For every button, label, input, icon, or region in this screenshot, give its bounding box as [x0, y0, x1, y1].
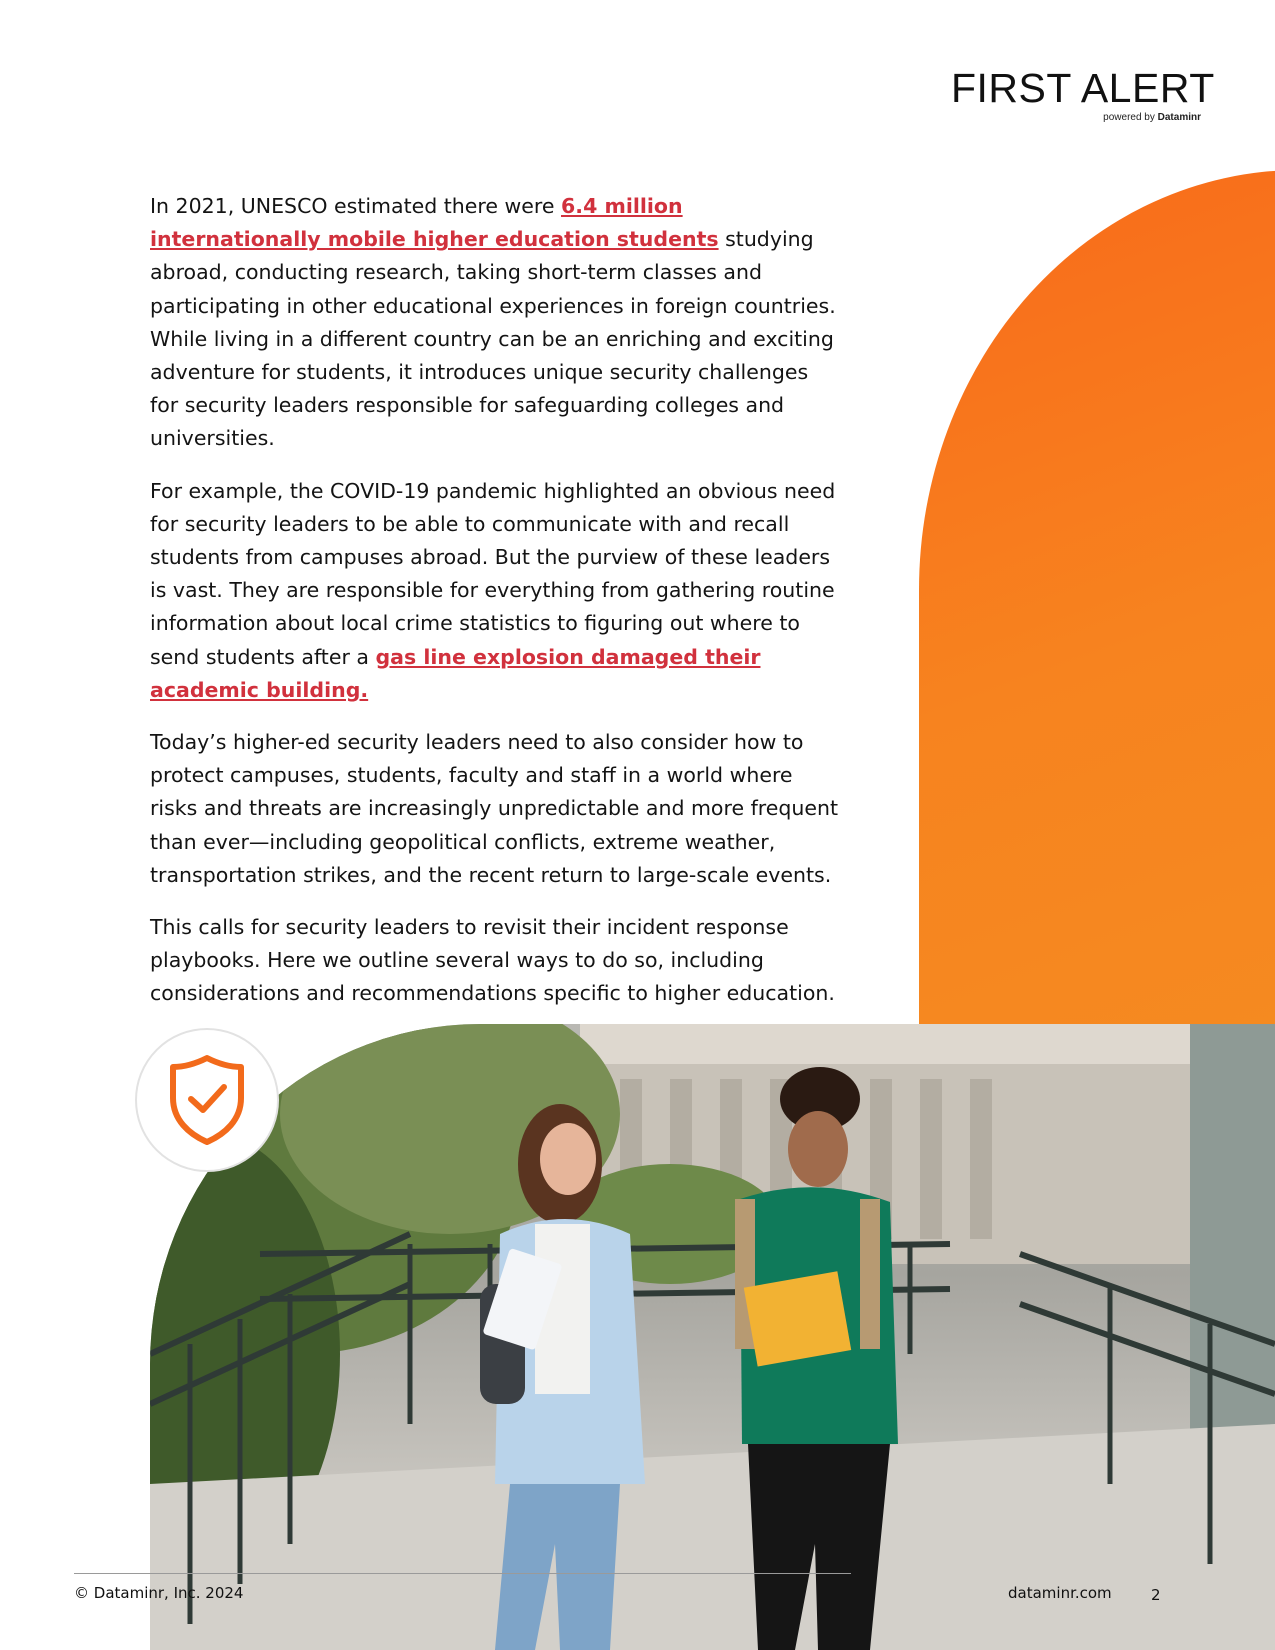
footer-divider: [74, 1573, 851, 1574]
footer-copyright: © Dataminr, Inc. 2024: [74, 1584, 244, 1602]
logo-powered-by: powered by: [1103, 112, 1155, 123]
shield-badge: [135, 1028, 279, 1172]
paragraph-2-lead: For example, the COVID-19 pandemic highlighted an obvious need for security leaders to be able to communicate with and recall students from campuses abroad. But the purview of these leaders is vast. They are responsible for everything from gathering routine information about local crime statistics to figuring out where to send students after a: [150, 478, 836, 669]
paragraph-3: Today’s higher-ed security leaders need to also consider how to protect campuses, students, faculty and staff in a world where risks and threats are increasingly unpredictable and more frequent than ever—including geopolitical conflicts, extreme weather, transportation strikes, and the recent return to large-scale events.: [150, 730, 839, 887]
gas-explosion-link[interactable]: gas line explosion damaged their academic building.: [150, 644, 761, 702]
paragraph-1-rest: studying abroad, conducting research, taking short-term classes and participating in other educational experiences in foreign countries. While living in a different country can be an enriching and exciting adventure for students, it introduces unique security challenges for security leaders responsible for safeguarding colleges and universities.: [150, 227, 836, 451]
logo-subtitle: [951, 112, 1201, 123]
paragraph-2: [150, 475, 840, 707]
logo-title: FIRST ALERT: [951, 65, 1215, 111]
students-walking-photo: [150, 1024, 1275, 1650]
footer-website-link[interactable]: dataminr.com: [1008, 1584, 1112, 1602]
first-alert-logo: [951, 65, 1215, 123]
orange-arch-decoration: [919, 170, 1275, 1024]
unesco-students-link[interactable]: 6.4 million internationally mobile higher education students: [150, 194, 719, 252]
paragraph-1: [150, 190, 840, 456]
logo-brand: Dataminr: [1157, 112, 1201, 123]
shield-check-icon: [167, 1052, 247, 1148]
article-body: [150, 190, 840, 1030]
page-number: 2: [1151, 1586, 1161, 1604]
paragraph-4: This calls for security leaders to revisit their incident response playbooks. Here we outline several ways to do so, including considerations and recommendations specific to higher education.: [150, 915, 835, 1006]
paragraph-1-lead: In 2021, UNESCO estimated there were: [150, 194, 562, 218]
